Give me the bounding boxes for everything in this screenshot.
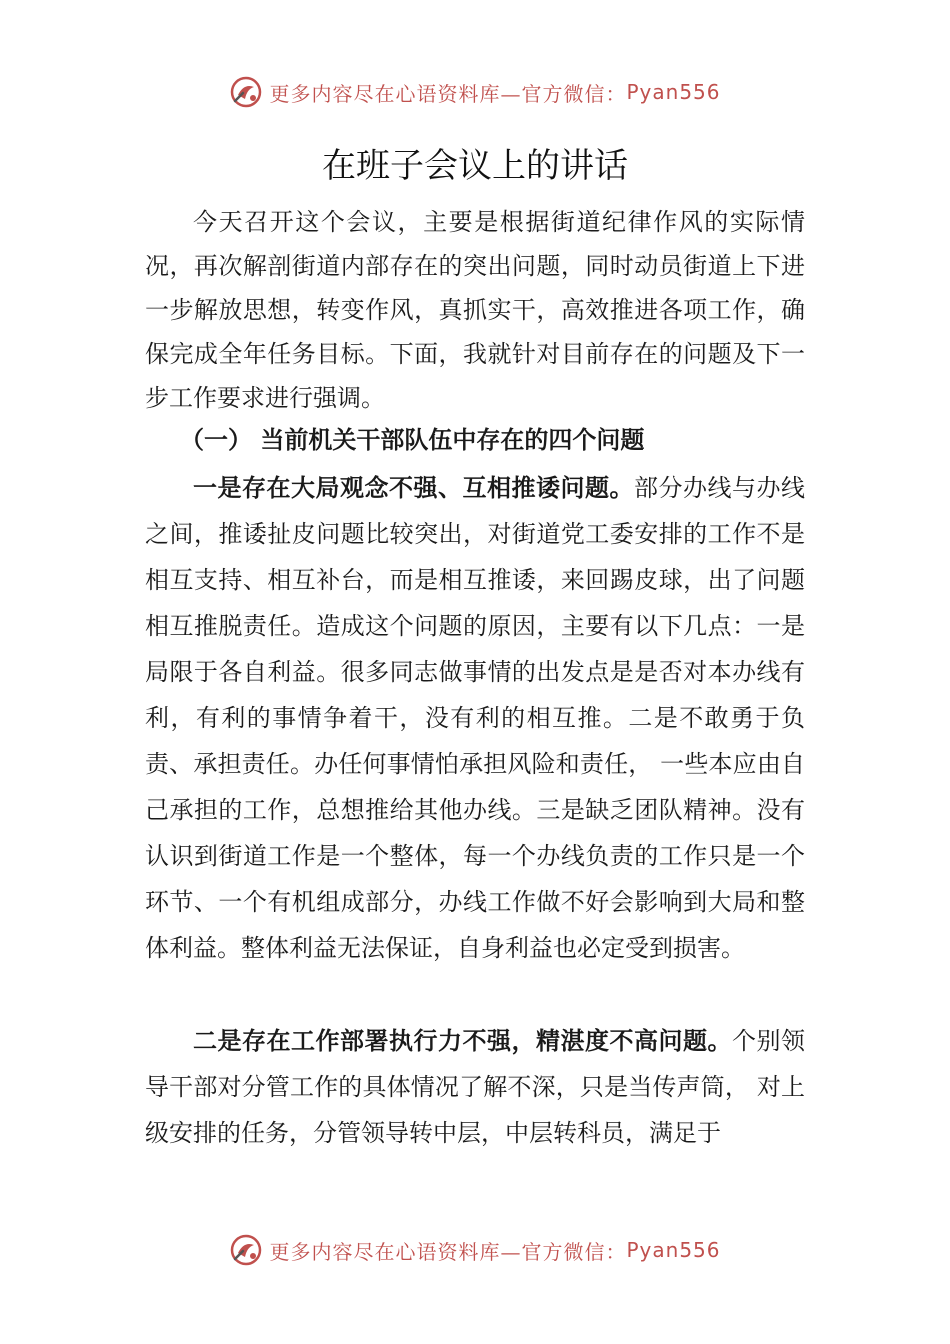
watermark-wechat-id: Pyan556 [626, 80, 721, 104]
watermark-header [0, 72, 950, 112]
point-one-paragraph [145, 465, 805, 971]
watermark-wechat-id: Pyan556 [626, 1238, 721, 1262]
logo-icon [229, 1233, 263, 1267]
watermark-text: 更多内容尽在心语资料库—官方微信： [269, 1239, 627, 1264]
point-two-text: 个别领导干部对分管工作的具体情况了解不深，只是当传声筒， 对上级安排的任务，分管领导转中层，中层转科员，满足于 [145, 1027, 805, 1147]
intro-paragraph: 今天召开这个会议，主要是根据街道纪律作风的实际情况，再次解剖街道内部存在的突出问题，同时动员街道上下进一步解放思想，转变作风，真抓实干，高效推进各项工作，确保完成全年任务目标。下面，我就针对目前存在的问题及下一步工作要求进行强调。 [145, 208, 805, 412]
point-one-text: 部分办线与办线之间，推诿扯皮问题比较突出，对街道党工委安排的工作不是相互支持、相互补台，而是相互推诿，来回踢皮球，出了问题相互推脱责任。造成这个问题的原因，主要有以下几点：一是局限于各自利益。很多同志做事情的出发点是是否对本办线有利，有利的事情争着干，没有利的相互推。二是不敢勇于负责、承担责任。办任何事情怕承担风险和责任， 一些本应由自己承担的工作，总想推给其他办线。三是缺乏团队精神。没有认识到街道工作是一个整体，每一个办线负责的工作只是一个环节、一个有机组成部分，办线工作做不好会影响到大局和整体利益。整体利益无法保证，自身利益也必定受到损害。 [145, 474, 805, 962]
point-two-paragraph [145, 1018, 805, 1156]
watermark-text: 更多内容尽在心语资料库—官方微信： [269, 81, 627, 106]
document-title: 在班子会议上的讲话 [322, 146, 628, 186]
point-one-lead: 一是存在大局观念不强、互相推诿问题。 [193, 474, 634, 502]
point-two-lead: 二是存在工作部署执行力不强，精湛度不高问题。 [193, 1027, 732, 1055]
section-heading: （一） 当前机关干部队伍中存在的四个问题 [180, 426, 645, 454]
logo-icon [229, 75, 263, 109]
watermark-footer [0, 1230, 950, 1270]
